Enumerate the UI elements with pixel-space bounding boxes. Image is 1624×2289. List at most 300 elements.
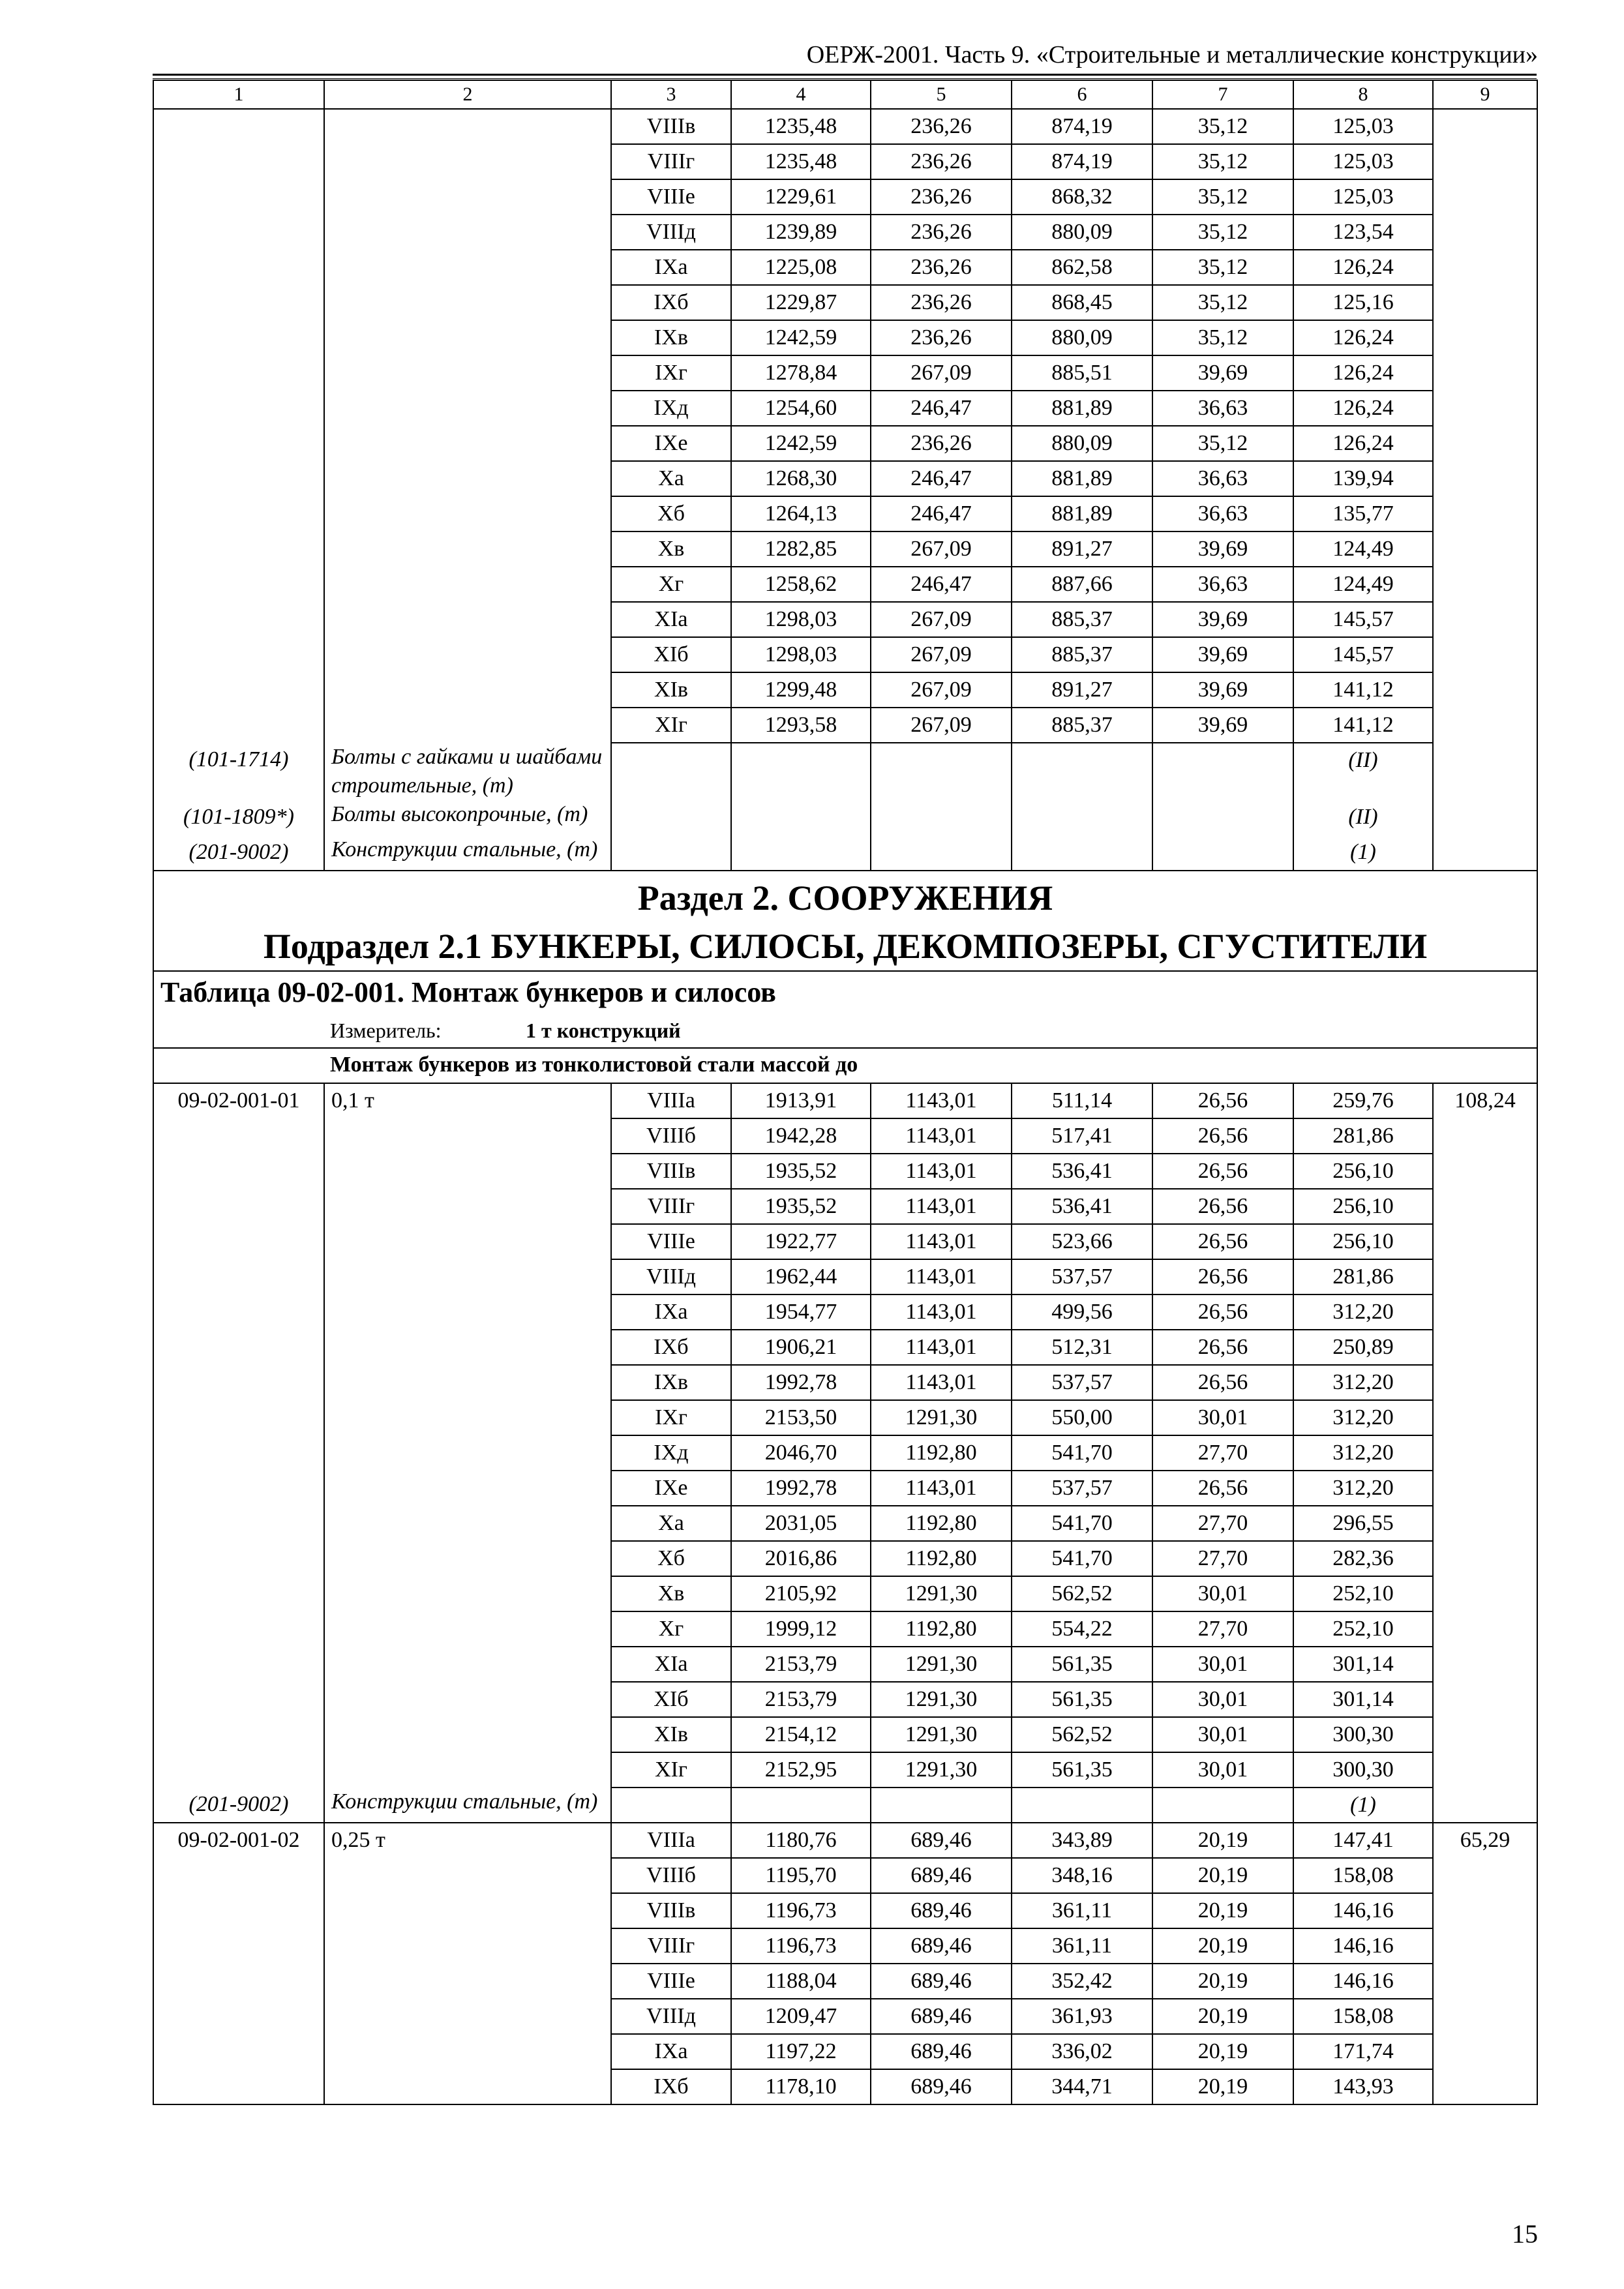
table-row [153,1259,1537,1294]
rate-value: 126,24 [1293,391,1433,426]
rate-value: 1209,47 [731,1999,871,2034]
section-row [153,871,1537,922]
table-cell [153,672,324,708]
rate-value: 1268,30 [731,461,871,496]
rate-value: 1225,08 [731,250,871,285]
table-cell [731,1788,871,1823]
table-cell [153,1999,324,2034]
region-code: IXг [611,355,731,391]
table-cell [1433,215,1537,250]
rate-value: 39,69 [1152,708,1293,743]
table-cell [1433,1717,1537,1752]
rate-value: 301,14 [1293,1682,1433,1717]
table-cell [153,1928,324,1964]
table-cell [611,800,731,835]
column-number: 3 [611,80,731,109]
table-cell [324,637,611,672]
rate-value: 2154,12 [731,1717,871,1752]
table-cell [153,2034,324,2069]
table-row [153,1118,1537,1154]
rate-value: 236,26 [871,109,1012,144]
material-name: Болты высокопрочные, (т) [324,800,611,835]
rate-value: 561,35 [1012,1647,1152,1682]
table-cell [1152,835,1293,871]
table-cell [153,2069,324,2104]
rate-value: 252,10 [1293,1611,1433,1647]
rate-value: 1229,87 [731,285,871,320]
material-value: (II) [1293,800,1433,835]
table-row [153,1611,1537,1647]
rate-value: 27,70 [1152,1611,1293,1647]
table-cell [1433,1154,1537,1189]
table-cell [153,1964,324,1999]
table-cell [1012,1788,1152,1823]
table-cell [324,250,611,285]
rate-value: 125,03 [1293,109,1433,144]
table-cell [153,215,324,250]
rate-value: 689,46 [871,1893,1012,1928]
rate-value: 1935,52 [731,1154,871,1189]
table-cell [153,144,324,179]
column-number-row [153,80,1537,109]
rate-value: 312,20 [1293,1471,1433,1506]
rate-value: 1962,44 [731,1259,871,1294]
material-row [153,1788,1537,1823]
rate-value: 236,26 [871,426,1012,461]
rate-value: 880,09 [1012,320,1152,355]
rate-value: 35,12 [1152,285,1293,320]
rate-value: 1254,60 [731,391,871,426]
rate-value: 246,47 [871,461,1012,496]
rate-value: 1143,01 [871,1083,1012,1118]
rate-value: 30,01 [1152,1717,1293,1752]
rate-value: 885,37 [1012,708,1152,743]
table-cell [324,1224,611,1259]
table-row [153,320,1537,355]
rate-value: 868,32 [1012,179,1152,215]
rate-value: 562,52 [1012,1717,1152,1752]
table-cell [1433,531,1537,567]
rate-value: 537,57 [1012,1365,1152,1400]
table-cell [324,1471,611,1506]
rate-value: 1291,30 [871,1576,1012,1611]
table-row [153,1435,1537,1471]
rate-value: 348,16 [1012,1858,1152,1893]
table-cell [324,2069,611,2104]
rate-value: 868,45 [1012,285,1152,320]
table-cell [153,1647,324,1682]
table-cell [324,531,611,567]
table-row [153,215,1537,250]
rate-value: 250,89 [1293,1330,1433,1365]
region-code: VIIIд [611,1259,731,1294]
material-name: Конструкции стальные, (т) [324,1788,611,1823]
rate-value: 1143,01 [871,1259,1012,1294]
table-row [153,531,1537,567]
page-header: ОЕРЖ-2001. Часть 9. «Строительные и металлические конструкции» [806,41,1538,68]
rate-value: 361,11 [1012,1893,1152,1928]
table-cell [153,179,324,215]
rate-value: 499,56 [1012,1294,1152,1330]
region-code: XIа [611,602,731,637]
table-cell [871,835,1012,871]
region-code: Xв [611,531,731,567]
rate-value: 126,24 [1293,250,1433,285]
region-code: IXг [611,1400,731,1435]
region-code: IXе [611,1471,731,1506]
rate-value: 39,69 [1152,355,1293,391]
rate-value: 1906,21 [731,1330,871,1365]
table-row [153,426,1537,461]
rate-value: 1913,91 [731,1083,871,1118]
material-code: (201-9002) [153,835,324,871]
subsection-title: Подраздел 2.1 БУНКЕРЫ, СИЛОСЫ, ДЕКОМПОЗЕРЫ, СГУСТИТЕЛИ [153,922,1537,971]
rate-value: 1291,30 [871,1717,1012,1752]
table-cell [611,743,731,800]
rate-value: 1192,80 [871,1435,1012,1471]
rate-value: 352,42 [1012,1964,1152,1999]
table-cell [153,1611,324,1647]
table-cell [324,109,611,144]
region-code: Xг [611,567,731,602]
rate-value: 146,16 [1293,1928,1433,1964]
rate-value: 312,20 [1293,1400,1433,1435]
rate-value: 561,35 [1012,1682,1152,1717]
rate-value: 1264,13 [731,496,871,531]
rate-value: 1192,80 [871,1611,1012,1647]
table-cell [153,602,324,637]
table-cell [1433,835,1537,871]
table-cell [324,1541,611,1576]
rate-value: 689,46 [871,1928,1012,1964]
rate-value: 541,70 [1012,1506,1152,1541]
table-cell [731,835,871,871]
region-code: Xа [611,1506,731,1541]
region-code: IXд [611,391,731,426]
rate-value: 2153,79 [731,1647,871,1682]
region-code: IXа [611,250,731,285]
table-row [153,1717,1537,1752]
rate-value: 689,46 [871,1823,1012,1858]
rate-value: 124,49 [1293,567,1433,602]
rate-value: 236,26 [871,179,1012,215]
rate-value: 27,70 [1152,1506,1293,1541]
rate-value: 145,57 [1293,637,1433,672]
material-name: Конструкции стальные, (т) [324,835,611,871]
rate-value: 523,66 [1012,1224,1152,1259]
rate-value: 336,02 [1012,2034,1152,2069]
rate-value: 20,19 [1152,1858,1293,1893]
rate-value: 891,27 [1012,531,1152,567]
table-cell [324,461,611,496]
material-row [153,800,1537,835]
rate-value: 30,01 [1152,1682,1293,1717]
table-cell [1433,1682,1537,1717]
rate-value: 26,56 [1152,1083,1293,1118]
table-cell [1152,1788,1293,1823]
table-cell [324,355,611,391]
rate-value: 20,19 [1152,1928,1293,1964]
region-code: IXв [611,320,731,355]
rate-value: 554,22 [1012,1611,1152,1647]
table-cell [324,1682,611,1717]
subheading-text: Монтаж бункеров из тонколистовой стали массой до [330,1053,858,1077]
rate-value: 1235,48 [731,109,871,144]
table-row [153,1154,1537,1189]
rate-value: 689,46 [871,1999,1012,2034]
material-row [153,835,1537,871]
table-cell [153,320,324,355]
rate-value: 1935,52 [731,1189,871,1224]
rate-value: 20,19 [1152,1823,1293,1858]
rate-value: 1188,04 [731,1964,871,1999]
rate-value: 252,10 [1293,1576,1433,1611]
region-code: IXд [611,1435,731,1471]
rate-value: 267,09 [871,708,1012,743]
rate-value: 1143,01 [871,1189,1012,1224]
table-row [153,1541,1537,1576]
rate-value: 1293,58 [731,708,871,743]
rate-value: 1299,48 [731,672,871,708]
rate-value: 689,46 [871,2069,1012,2104]
table-cell [1433,1893,1537,1928]
rate-value: 30,01 [1152,1576,1293,1611]
table-cell [324,179,611,215]
rate-value: 30,01 [1152,1647,1293,1682]
region-code: VIIIг [611,144,731,179]
material-code: (101-1714) [153,743,324,800]
rate-value: 562,52 [1012,1576,1152,1611]
table-cell [324,426,611,461]
region-code: VIIIв [611,109,731,144]
rate-value: 146,16 [1293,1893,1433,1928]
rate-value: 312,20 [1293,1365,1433,1400]
rate-value: 267,09 [871,602,1012,637]
table-row [153,1576,1537,1611]
rate-value: 27,70 [1152,1541,1293,1576]
table-cell [153,1294,324,1330]
table-row [153,1647,1537,1682]
table-cell [324,708,611,743]
rate-value: 887,66 [1012,567,1152,602]
rate-value: 26,56 [1152,1330,1293,1365]
table-cell [324,1330,611,1365]
rate-value: 1291,30 [871,1400,1012,1435]
table-cell [324,320,611,355]
rate-value: 267,09 [871,531,1012,567]
table-cell [153,1893,324,1928]
table-row [153,1999,1537,2034]
region-code: XIв [611,672,731,708]
rate-code: 09-02-001-01 [153,1083,324,1118]
table-row [153,1330,1537,1365]
table-row [153,2034,1537,2069]
rate-value: 512,31 [1012,1330,1152,1365]
table-row [153,637,1537,672]
rate-value: 267,09 [871,672,1012,708]
rate-value: 39,69 [1152,672,1293,708]
rate-value: 126,24 [1293,320,1433,355]
region-code: IXб [611,1330,731,1365]
rate-value: 158,08 [1293,1999,1433,2034]
table-title-row [153,971,1537,1014]
rate-value: 1922,77 [731,1224,871,1259]
column-number: 9 [1433,80,1537,109]
table-cell [1012,800,1152,835]
table-cell [324,1118,611,1154]
table-cell [324,1506,611,1541]
table-cell [1433,1999,1537,2034]
subheading [153,1048,1537,1083]
region-code: VIIIе [611,1964,731,1999]
table-cell [153,1330,324,1365]
material-value: (1) [1293,1788,1433,1823]
table-cell [324,1365,611,1400]
region-code: IXб [611,2069,731,2104]
rate-value: 536,41 [1012,1189,1152,1224]
table-cell [1433,2034,1537,2069]
rate-value: 171,74 [1293,2034,1433,2069]
material-row [153,743,1537,800]
table-cell [1433,109,1537,144]
table-row [153,391,1537,426]
rate-value: 236,26 [871,215,1012,250]
table-cell [153,1189,324,1224]
rate-value: 141,12 [1293,708,1433,743]
rate-value: 135,77 [1293,496,1433,531]
column-number: 2 [324,80,611,109]
table-cell [1012,743,1152,800]
table-cell [1433,2069,1537,2104]
rate-value: 30,01 [1152,1752,1293,1788]
table-cell [1433,1506,1537,1541]
rate-value: 20,19 [1152,2069,1293,2104]
rate-value: 259,76 [1293,1083,1433,1118]
table-cell [871,743,1012,800]
table-cell [1433,1611,1537,1647]
rate-value: 1992,78 [731,1365,871,1400]
column-number: 5 [871,80,1012,109]
rate-value: 246,47 [871,391,1012,426]
subheading-row [153,1048,1537,1083]
column-number: 4 [731,80,871,109]
table-cell [1433,637,1537,672]
material-code: (101-1809*) [153,800,324,835]
header-rule-thin [153,78,1537,79]
rate-value: 517,41 [1012,1118,1152,1154]
rate-value: 39,69 [1152,602,1293,637]
region-code: Xб [611,496,731,531]
rate-value: 300,30 [1293,1717,1433,1752]
rate-value: 256,10 [1293,1224,1433,1259]
region-code: VIIIд [611,215,731,250]
table-cell [1433,1365,1537,1400]
rate-value: 880,09 [1012,215,1152,250]
rate-value: 1239,89 [731,215,871,250]
rate-value: 2105,92 [731,1576,871,1611]
table-row [153,602,1537,637]
table-cell [324,1858,611,1893]
table-cell [324,1717,611,1752]
table-cell [731,800,871,835]
region-code: IXа [611,2034,731,2069]
table-cell [324,496,611,531]
rate-value: 1291,30 [871,1752,1012,1788]
table-row [153,1823,1537,1858]
region-code: Xг [611,1611,731,1647]
rate-value: 35,12 [1152,215,1293,250]
rate-value: 143,93 [1293,2069,1433,2104]
table-cell [871,800,1012,835]
table-cell [324,1435,611,1471]
rate-value: 1942,28 [731,1118,871,1154]
table-cell [153,1400,324,1435]
rate-value: 26,56 [1152,1118,1293,1154]
table-cell [1152,800,1293,835]
table-row [153,672,1537,708]
table-cell [1433,708,1537,743]
rate-value: 312,20 [1293,1294,1433,1330]
table-cell [1433,800,1537,835]
region-code: XIа [611,1647,731,1682]
rate-value: 36,63 [1152,567,1293,602]
rate-value: 36,63 [1152,461,1293,496]
rate-value: 881,89 [1012,496,1152,531]
region-code: VIIIб [611,1858,731,1893]
measure [153,1014,1537,1048]
region-code: VIIIг [611,1928,731,1964]
table-row [153,1928,1537,1964]
table-cell [1433,285,1537,320]
table-cell [153,1118,324,1154]
table-cell [153,531,324,567]
column-number: 6 [1012,80,1152,109]
table-cell [1433,426,1537,461]
rate-value: 1197,22 [731,2034,871,2069]
table-cell [324,1999,611,2034]
region-code: XIб [611,1682,731,1717]
rate-value: 2152,95 [731,1752,871,1788]
table-cell [324,567,611,602]
table-cell [1433,1224,1537,1259]
table-cell [611,835,731,871]
table-row [153,567,1537,602]
table-cell [1433,1118,1537,1154]
table-cell [611,1788,731,1823]
rate-value: 1282,85 [731,531,871,567]
rate-value: 281,86 [1293,1118,1433,1154]
material-value: (1) [1293,835,1433,871]
rate-value: 1143,01 [871,1365,1012,1400]
rate-value: 689,46 [871,1964,1012,1999]
table-cell [324,1400,611,1435]
table-cell [153,1224,324,1259]
table-cell [153,1717,324,1752]
rate-value: 1992,78 [731,1471,871,1506]
rate-value: 689,46 [871,1858,1012,1893]
table-row [153,1682,1537,1717]
table-cell [324,1189,611,1224]
rate-value: 881,89 [1012,461,1152,496]
rate-value: 361,93 [1012,1999,1152,2034]
rate-value: 236,26 [871,285,1012,320]
rate-value: 26,56 [1152,1224,1293,1259]
section-title: Раздел 2. СООРУЖЕНИЯ [153,871,1537,922]
table-row [153,1294,1537,1330]
rate-value: 1143,01 [871,1154,1012,1189]
table-cell [324,1154,611,1189]
rate-value: 246,47 [871,567,1012,602]
